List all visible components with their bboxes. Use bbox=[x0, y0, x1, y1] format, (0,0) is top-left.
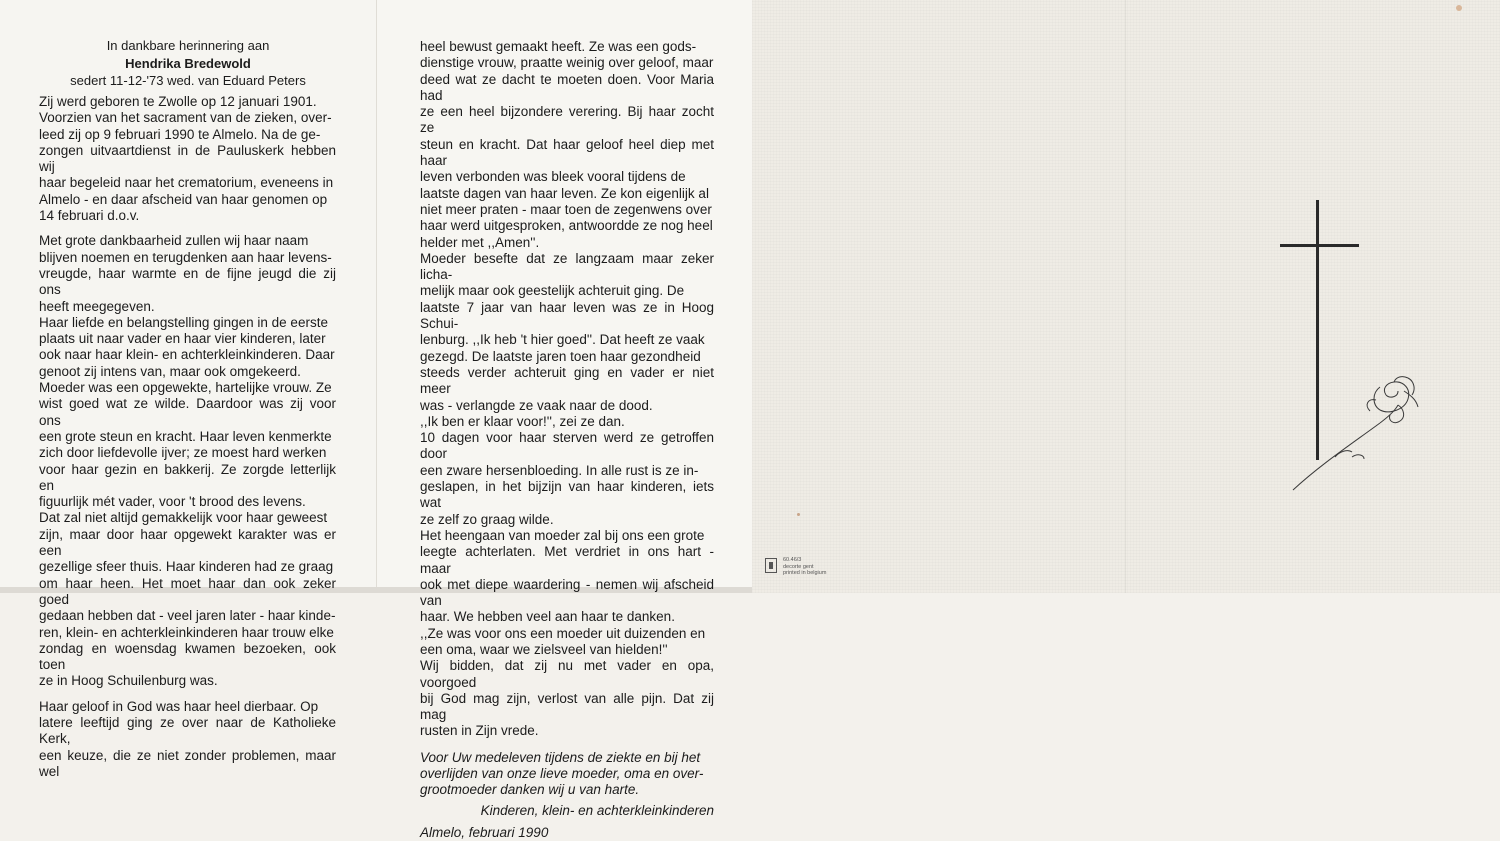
header-intro: In dankbare herinnering aan bbox=[106, 38, 270, 53]
left-text-column bbox=[39, 94, 336, 780]
deceased-name: Hendrika Bredewold bbox=[125, 56, 251, 71]
thanks-text: Voor Uw medeleven tijdens de ziekte en bij het overlijden van onze lieve moeder, oma en over- grootmoeder danken wij u van harte. bbox=[420, 749, 704, 798]
paragraph-birth-death: Zij werd geboren te Zwolle op 12 januari 1901. Voorzien van het sacrament van de zieken, over- leed zij op 9 februari 1990 te Almelo. Na de ge- zongen uitvaartdienst in de Pauluskerk hebben wij haar begeleid naar het crematorium, eveneens in Almelo - en daar afscheid van haar genomen op 14 februari d.o.v. bbox=[39, 94, 336, 224]
place-date: Almelo, februari 1990 bbox=[420, 824, 549, 840]
cross-icon bbox=[1280, 195, 1440, 500]
signature: Kinderen, klein- en achterkleinkinderen bbox=[480, 802, 714, 818]
imprint-text bbox=[783, 557, 826, 577]
publisher-logo-icon bbox=[765, 558, 777, 573]
paper-speck bbox=[797, 513, 800, 516]
right-text-column bbox=[420, 39, 714, 841]
cross-and-rose bbox=[1280, 195, 1440, 500]
paragraph-remembrance: Met grote dankbaarheid zullen wij haar naam blijven noemen en terugdenken aan haar levens- vreugde, haar warmte en de fijne jeugd die zij ons heeft meegegeven. Haar liefde en belangstelling gingen in de eerste plaats uit naar vader en haar vier kinderen, later ook naar haar klein- en achterkleinkinderen. Daar genoot zij intens van, maar ook omgekeerd. Moeder was een opgewekte, hartelijke vrouw. Ze wist goed wat ze wilde. Daardoor was zij voor ons een grote steun en kracht. Haar leven kenmerkte zich door liefdevolle ijver; ze moest hard werken voor haar gezin en bakkerij. Ze zorgde letterlijk en figuurlijk mét vader, voor 't brood des levens. Dat zal niet altijd gemakkelijk voor haar geweest zijn, maar door haar opgewekt karakter was er een gezellige sfeer thuis. Haar kinderen had ze graag om haar heen. Het moet haar dan ook zeker goed gedaan hebben dat - veel jaren later - haar kinde- ren, klein- en achterkleinkinderen haar trouw elke zondag en woensdag kwamen bezoeken, ook toen ze in Hoog Schuilenburg was. bbox=[39, 233, 336, 689]
paragraph-faith: Haar geloof in God was haar heel dierbaar. Op latere leeftijd ging ze over naar de Katholieke Kerk, een keuze, die ze niet zonder problemen, maar wel bbox=[39, 698, 336, 779]
widow-line: sedert 11-12-'73 wed. van Eduard Peters bbox=[70, 73, 306, 88]
rose-icon bbox=[1293, 377, 1418, 490]
fold-line bbox=[1125, 0, 1126, 593]
imprint-code: 60.46/3 bbox=[783, 557, 802, 563]
printer-imprint bbox=[765, 557, 855, 581]
paper-speck bbox=[1456, 5, 1462, 11]
imprint-publisher: decorte gent bbox=[783, 563, 814, 570]
imprint-printed: printed in belgium bbox=[783, 570, 827, 576]
paragraph-continuation: heel bewust gemaakt heeft. Ze was een gods- dienstige vrouw, praatte weinig over geloof, maar deed wat ze dacht te moeten doen. Voor Maria had ze een heel bijzondere verering. Bij haar zocht ze steun en kracht. Dat haar geloof heel diep met haar leven verbonden was bleek vooral tijdens de laatste dagen van haar leven. Ze kon eigenlijk al niet meer praten - maar toen de zegenwens over haar werd uitgesproken, antwoordde ze nog heel helder met ,,Amen''. Moeder besefte dat ze langzaam maar zeker licha- melijk maar ook geestelijk achteruit ging. De laatste 7 jaar van haar leven was ze in Hoog Schui- lenburg. ,,Ik heb 't hier goed''. Dat heeft ze vaak gezegd. De laatste jaren toen haar gezondheid steeds verder achteruit ging en vader er niet meer was - verlangde ze vaak naar de dood. ,,Ik ben er klaar voor!'', zei ze dan. 10 dagen voor haar sterven werd ze getroffen door een zware hersenbloeding. In alle rust is ze in- geslapen, in het bijzijn van haar kinderen, iets wat ze zelf zo graag wilde. Het heengaan van moeder zal bij ons een grote leegte achterlaten. Met verdriet in ons hart - maar ook met diepe waardering - nemen wij afscheid van haar. We hebben veel aan haar te danken. ,,Ze was voor ons een moeder uit duizenden en een oma, waar we zielsveel van hielden!'' Wij bidden, dat zij nu met vader en opa, voorgoed bij God mag zijn, verlost van alle pijn. Dat zij mag rusten in Zijn vrede. bbox=[420, 39, 714, 739]
